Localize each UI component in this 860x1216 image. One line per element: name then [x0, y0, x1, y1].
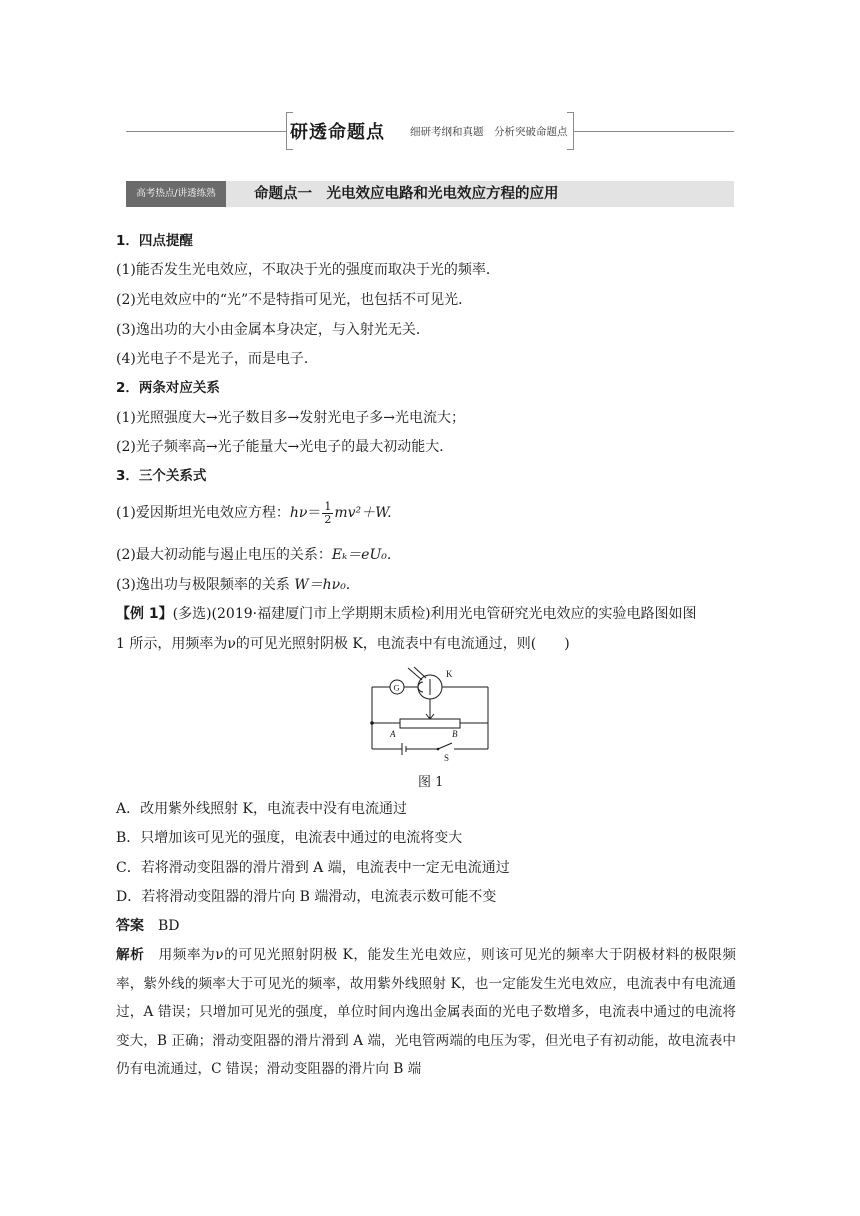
section2-item: (2)光子频率高→光子能量大→光电子的最大初动能大． [116, 439, 454, 455]
fraction-one-half: $\frac{1}{2}$ [324, 499, 332, 526]
section1-item: (3)逸出功的大小由金属本身决定，与入射光无关． [116, 322, 430, 338]
analysis-label: 解析 [116, 947, 145, 963]
section1-item: (4)光电子不是光子，而是电子． [116, 351, 318, 367]
analysis-text: 用频率为ν的可见光照射阴极 K，能发生光电效应，则该可见光的频率大于阴极材料的极限频率，紫外线的频率大于可见光的频率，故用紫外线照射 K，也一定能发生光电效应，电流表中有电流通过，A 错误；只增加可见光的强度，单位时间内逸出金属表面的光电子数增多，电流表中通过的电流将变大，B 正确；滑动变阻器的滑片滑到 A 端，光电管两端的电压为零，但光电子有初动能，故电流表中仍有电流通过，C 错误；滑动变阻器的滑片向 B 端 [116, 947, 737, 1077]
section1-item: (1)能否发生光电效应，不取决于光的强度而取决于光的频率． [116, 262, 500, 278]
end-b-label: B [452, 729, 458, 739]
section3-heading: 3．三个关系式 [116, 468, 207, 484]
section2-item: (1)光照强度大→光子数目多→发射光电子多→光电流大； [116, 410, 466, 426]
figure-caption: 图 1 [418, 775, 444, 790]
banner-box [286, 112, 574, 150]
banner-title: 研透命题点 [290, 122, 385, 143]
banner-subtitle: 细研考纲和真题 分析突破命题点 [410, 126, 568, 138]
formula-stopping-voltage: (2)最大初动能与遏止电压的关系：Eₖ＝eU₀. [116, 547, 392, 563]
topic-bar [126, 181, 734, 207]
section-banner [126, 112, 734, 156]
analysis-paragraph [116, 941, 736, 1084]
banner-rule-right [574, 131, 734, 132]
section2-heading: 2．两条对应关系 [116, 380, 220, 396]
banner-rule-left [126, 131, 286, 132]
option-d: D．若将滑动变阻器的滑片向 B 端滑动，电流表示数可能不变 [116, 889, 497, 905]
end-a-label: A [390, 729, 396, 739]
example-tag: 【例 1】 [116, 606, 173, 622]
circuit-diagram [360, 665, 500, 765]
galvanometer-label: G [393, 682, 400, 693]
answer-line [116, 916, 180, 936]
topic-tag: 高考热点/讲透练熟 [126, 181, 226, 207]
option-c: C．若将滑动变阻器的滑片滑到 A 端，电流表中一定无电流通过 [116, 860, 510, 876]
topic-title: 命题点一 光电效应电路和光电效应方程的应用 [254, 186, 559, 202]
option-b: B．只增加该可见光的强度，电流表中通过的电流将变大 [116, 830, 463, 846]
section1-heading: 1．四点提醒 [116, 233, 193, 249]
section1-item: (2)光电效应中的“光”不是特指可见光，也包括不可见光． [116, 292, 473, 308]
formula-work-function: (3)逸出功与极限频率的关系 W＝hν₀. [116, 577, 351, 593]
option-a: A．改用紫外线照射 K，电流表中没有电流通过 [116, 801, 408, 817]
example-stem-line2: 1 所示，用频率为ν的可见光照射阴极 K，电流表中有电流通过，则( ) [116, 636, 570, 652]
answer-label: 答案 [116, 918, 144, 934]
cathode-label: K [446, 669, 453, 679]
switch-label: S [444, 753, 450, 763]
answer-value: BD [158, 918, 180, 934]
formula-einstein: (1)爱因斯坦光电效应方程：hν＝ $\frac{1}{2}$ mv²＋W. [116, 499, 392, 526]
example-stem-line1: 【例 1】(多选)(2019·福建厦门市上学期期末质检)利用光电管研究光电效应的实验电路图如图 [116, 606, 697, 622]
